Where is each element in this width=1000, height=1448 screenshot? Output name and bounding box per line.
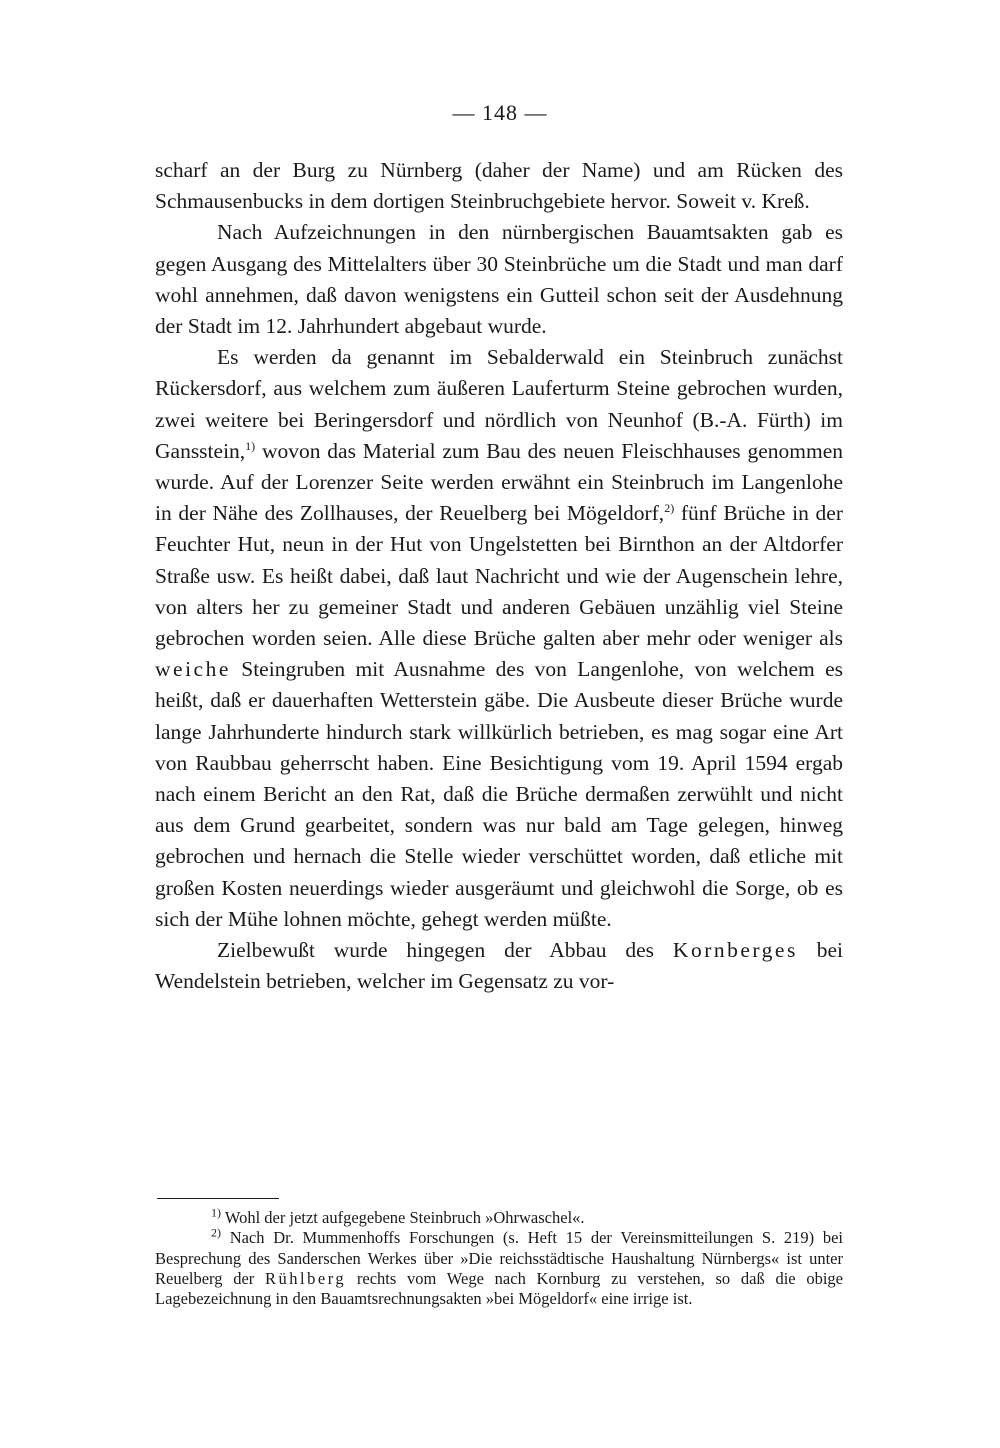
text-run: Steingruben mit Ausnahme des von Langenlohe, von welchem es heißt, daß er dauerhaften Wetterstein gäbe. Die Ausbeute dieser Brüche wurde lange Jahrhunderte hindurch stark willkürlich betrieben, es mag sogar eine Art von Raubbau geherrscht haben. Eine Besichtigung vom 19. April 1594 ergab nach einem Bericht an den Rat, daß die Brüche dermaßen zerwühlt und nicht aus dem Grund gearbeitet, sondern was nur bald am Tage gelegen, hinweg gebrochen und hernach die Stelle wieder verschüttet worden, daß etliche mit großen Kosten neuerdings wieder ausgeräumt und gleichwohl die Sorge, ob es sich der Mühe lohnen möchte, gehegt werden müßte. (155, 657, 843, 931)
text-run: Nach Dr. Mummenhoffs Forschungen (s. Heft 15 der Vereinsmitteilungen S. 219) bei Besprechung des Sanderschen Werkes über »Die reichsstädtische Haushaltung Nürnbergs« ist unter Reuelberg der (155, 1228, 843, 1288)
text-run: Zielbewußt wurde hingegen der Abbau des (217, 938, 673, 963)
paragraph (155, 217, 843, 342)
text-run: wovon das Material zum Bau des neuen Fleischhauses genommen wurde. Auf der Lorenzer Seite werden erwähnt ein Steinbruch im Langenlohe in der Nähe des Zollhauses, der Reuelberg bei Mögeldorf, (155, 438, 843, 526)
paragraph (155, 155, 843, 217)
emphasized-term: weiche (155, 657, 231, 682)
paragraph (155, 342, 843, 935)
footnote (155, 1205, 843, 1228)
emphasized-term: Rühlberg (265, 1268, 347, 1288)
text-run: Nach Aufzeichnungen in den nürnbergischen Bauamtsakten gab es gegen Ausgang des Mittelalters über 30 Steinbrüche um die Stadt und man darf wohl annehmen, daß davon wenigstens ein Gutteil schon seit der Ausdehnung der Stadt im 12. Jahrhundert abgebaut wurde. (155, 220, 843, 339)
footnote (155, 1225, 843, 1309)
emphasized-term: Kornberges (672, 938, 798, 963)
text-run: fünf Brüche in der Feuchter Hut, neun in der Hut von Ungelstetten bei Birnthon an der Altdorfer Straße usw. Es heißt dabei, daß laut Nachricht und wie der Augenschein lehre, von alters her zu gemeiner Stadt und anderen Gebäuen unzählig viel Steine gebrochen worden seien. Alle diese Brüche galten aber mehr oder weniger als (155, 501, 843, 651)
page-number: — 148 — (452, 100, 548, 125)
paragraph (155, 935, 843, 997)
footnotes (155, 1205, 843, 1309)
body-text (155, 155, 843, 997)
text-run: Wohl der jetzt aufgegebene Steinbruch »Ohrwaschel«. (221, 1208, 585, 1227)
footnote-marker: 2) (211, 1225, 221, 1240)
text-run: bei Wendelstein betrieben, welcher im Gegensatz zu vor- (155, 938, 843, 994)
text-run: Es werden da genannt im Sebalderwald ein Steinbruch zunächst Rückersdorf, aus welchem zum äußeren Lauferturm Steine gebrochen wurden, zwei weitere bei Beringersdorf und nördlich von Neunhof (B.-A. Fürth) im Gansstein, (155, 345, 843, 463)
footnote-divider (157, 1198, 279, 1199)
footnote-marker: 1) (245, 438, 256, 453)
text-run: rechts vom Wege nach Kornburg zu verstehen, so daß die obige Lagebezeichnung in den Bauamtsrechnungsakten »bei Mögeldorf« eine irrige ist. (155, 1268, 843, 1309)
footnote-marker: 1) (211, 1205, 221, 1220)
text-run: scharf an der Burg zu Nürnberg (daher der Name) und am Rücken des Schmausenbucks in dem dortigen Steinbruchgebiete hervor. Soweit v. Kreß. (155, 158, 843, 214)
footnote-marker: 2) (664, 501, 675, 516)
